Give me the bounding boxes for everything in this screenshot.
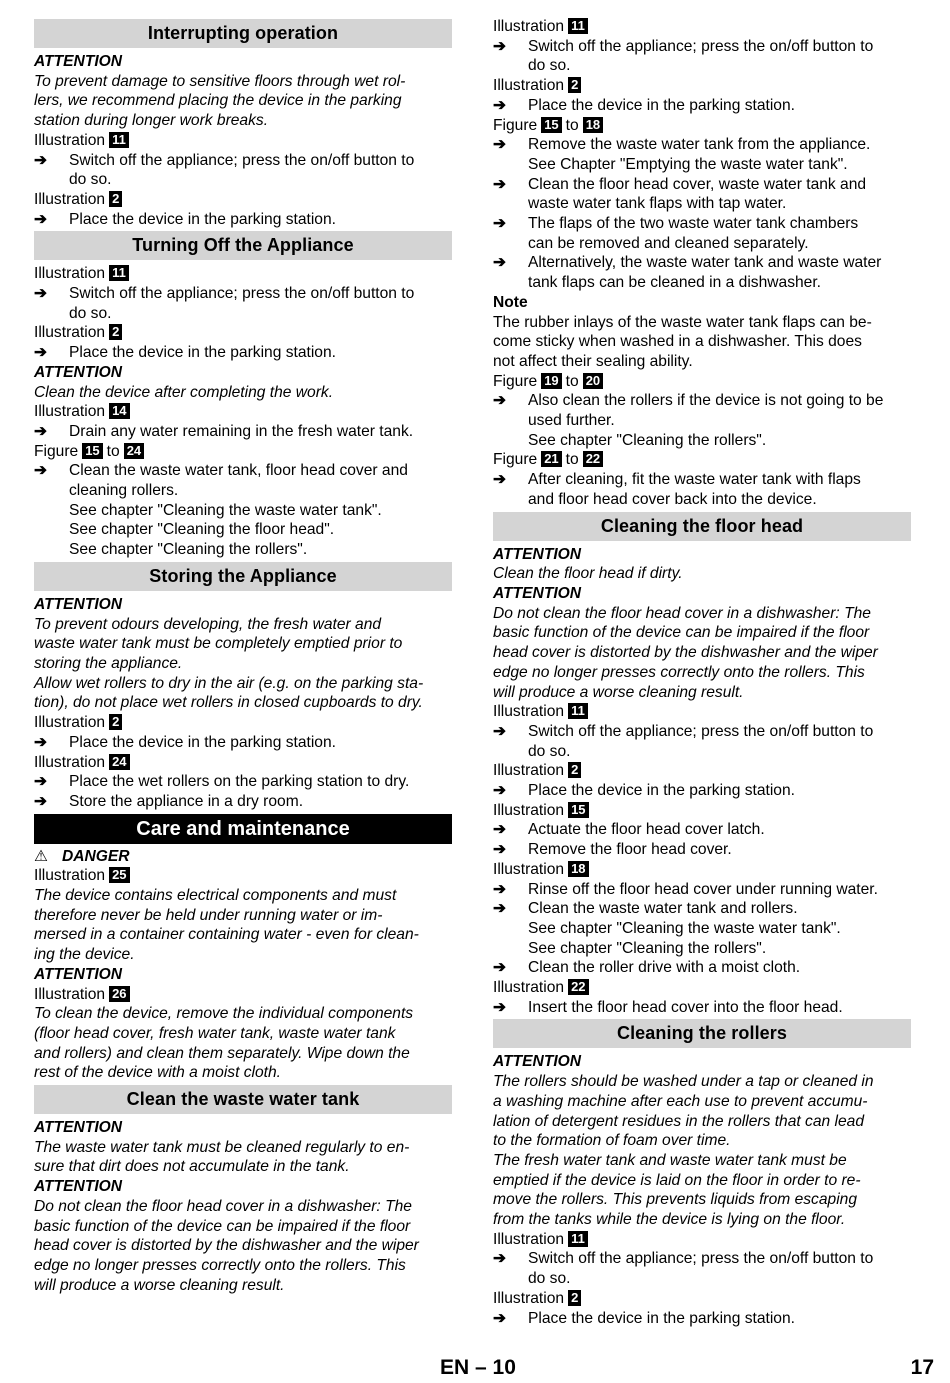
step-continuation: See chapter "Cleaning the waste water tank". — [528, 919, 841, 937]
step-text: Alternatively, the waste water tank and waste water — [528, 254, 882, 272]
reference-connector: to — [565, 372, 579, 390]
figure-number-badge: 11 — [568, 18, 588, 34]
arrow-icon: ➔ — [493, 136, 507, 154]
instruction-step — [493, 175, 911, 195]
step-text: Place the device in the parking station. — [69, 733, 336, 751]
arrow-icon: ➔ — [34, 285, 48, 303]
step-text: Switch off the appliance; press the on/off button to — [528, 722, 874, 740]
figure-number-badge: 2 — [568, 77, 581, 93]
reference-label: Illustration — [34, 985, 106, 1003]
arrow-icon: ➔ — [493, 1250, 507, 1268]
arrow-icon: ➔ — [493, 722, 507, 740]
step-text: Switch off the appliance; press the on/off button to — [528, 37, 874, 55]
figure-reference — [493, 860, 911, 880]
italic-text-line: basic function of the device can be impaired if the floor — [493, 624, 870, 642]
section-heading: Interrupting operation — [34, 19, 452, 48]
reference-label: Illustration — [493, 703, 565, 721]
step-text: Switch off the appliance; press the on/off button to — [528, 1250, 874, 1268]
italic-text-line: sure that dirt does not accumulate in the tank. — [34, 1158, 350, 1176]
instruction-step — [34, 733, 452, 753]
figure-number-badge: 22 — [568, 979, 588, 995]
step-continuation: See Chapter "Emptying the waste water tank". — [528, 155, 848, 173]
reference-label: Figure — [493, 451, 538, 469]
reference-label: Illustration — [34, 265, 106, 283]
step-text: Place the device in the parking station. — [69, 210, 336, 228]
instruction-step — [34, 210, 452, 230]
arrow-icon: ➔ — [34, 210, 48, 228]
arrow-icon: ➔ — [34, 422, 48, 440]
italic-text-line: therefore never be held under running water or im- — [34, 906, 383, 924]
italic-text-line: The waste water tank must be cleaned regularly to en- — [34, 1138, 410, 1156]
italic-text-line: lation of detergent residues in the rollers that can lead — [493, 1112, 865, 1130]
italic-text-line: ing the device. — [34, 946, 135, 964]
step-text: Remove the waste water tank from the appliance. — [528, 136, 871, 154]
instruction-step — [34, 772, 452, 792]
page-number: 17 — [910, 1356, 934, 1379]
attention-label: ATTENTION — [34, 1119, 123, 1137]
step-continuation: tank flaps can be cleaned in a dishwasher. — [528, 274, 822, 292]
step-continuation: do so. — [528, 1270, 571, 1288]
figure-number-badge: 25 — [109, 867, 129, 883]
figure-reference — [493, 450, 911, 470]
attention-label: ATTENTION — [493, 584, 582, 602]
figure-number-badge: 11 — [109, 265, 129, 281]
figure-number-badge: 21 — [541, 451, 561, 467]
figure-number-badge: 11 — [568, 703, 588, 719]
italic-text-line: mersed in a container containing water - even for clean- — [34, 926, 419, 944]
italic-text-line: a washing machine after each use to prevent accumu- — [493, 1092, 868, 1110]
italic-text-line: head cover is distorted by the dishwasher and the wiper — [493, 644, 878, 662]
step-continuation: See chapter "Cleaning the waste water tank". — [69, 501, 382, 519]
reference-connector: to — [565, 451, 579, 469]
instruction-step — [34, 151, 452, 171]
italic-text-line: edge no longer presses correctly onto the rollers. This — [493, 663, 865, 681]
section-heading: Clean the waste water tank — [34, 1085, 452, 1114]
figure-reference — [493, 801, 911, 821]
instruction-step — [34, 284, 452, 304]
figure-reference — [493, 978, 911, 998]
figure-number-badge: 2 — [109, 714, 122, 730]
arrow-icon: ➔ — [34, 733, 48, 751]
italic-text-line: To prevent damage to sensitive floors through wet rol- — [34, 72, 406, 90]
arrow-icon: ➔ — [493, 175, 507, 193]
italic-text-line: To prevent odours developing, the fresh water and — [34, 615, 382, 633]
reference-connector: to — [106, 442, 120, 460]
figure-reference — [34, 442, 452, 462]
arrow-icon: ➔ — [493, 96, 507, 114]
arrow-icon: ➔ — [34, 773, 48, 791]
figure-number-badge: 22 — [583, 451, 603, 467]
figure-reference — [493, 116, 911, 136]
arrow-icon: ➔ — [493, 392, 507, 410]
italic-text-line: tion), do not place wet rollers in closed cupboards to dry. — [34, 694, 423, 712]
arrow-icon: ➔ — [34, 151, 48, 169]
step-continuation: See chapter "Cleaning the rollers". — [528, 431, 767, 449]
section-heading: Storing the Appliance — [34, 562, 452, 591]
figure-reference — [493, 702, 911, 722]
step-continuation: do so. — [69, 304, 112, 322]
figure-number-badge: 14 — [109, 403, 129, 419]
reference-label: Illustration — [493, 801, 565, 819]
instruction-step — [493, 253, 911, 273]
italic-text-line: head cover is distorted by the dishwasher and the wiper — [34, 1237, 419, 1255]
figure-number-badge: 11 — [109, 132, 129, 148]
step-text: Store the appliance in a dry room. — [69, 792, 304, 810]
attention-label: ATTENTION — [34, 595, 123, 613]
figure-number-badge: 18 — [583, 117, 603, 133]
italic-text-line: edge no longer presses correctly onto the rollers. This — [34, 1256, 406, 1274]
italic-text-line: lers, we recommend placing the device in the parking — [34, 92, 402, 110]
step-text: Drain any water remaining in the fresh water tank. — [69, 422, 414, 440]
figure-reference — [493, 372, 911, 392]
italic-text-line: Clean the floor head if dirty. — [493, 565, 683, 583]
step-continuation: See chapter "Cleaning the rollers". — [69, 541, 308, 559]
arrow-icon: ➔ — [493, 782, 507, 800]
step-text: Place the wet rollers on the parking station to dry. — [69, 773, 410, 791]
section-heading: Turning Off the Appliance — [34, 231, 452, 260]
arrow-icon: ➔ — [34, 344, 48, 362]
note-label: Note — [493, 293, 528, 311]
figure-number-badge: 19 — [541, 373, 561, 389]
reference-label: Illustration — [493, 77, 565, 95]
step-text: Place the device in the parking station. — [528, 782, 795, 800]
figure-reference — [493, 17, 911, 37]
figure-number-badge: 18 — [568, 861, 588, 877]
figure-number-badge: 24 — [124, 443, 144, 459]
figure-reference — [493, 76, 911, 96]
italic-text-line: emptied if the device is laid on the floor in order to re- — [493, 1171, 861, 1189]
figure-reference — [34, 131, 452, 151]
italic-text-line: basic function of the device can be impaired if the floor — [34, 1217, 411, 1235]
italic-text-line: (floor head cover, fresh water tank, waste water tank — [34, 1024, 396, 1042]
figure-number-badge: 15 — [541, 117, 561, 133]
instruction-step — [493, 135, 911, 155]
figure-reference — [493, 1289, 911, 1309]
step-continuation: do so. — [528, 57, 571, 75]
attention-label: ATTENTION — [34, 53, 123, 70]
figure-number-badge: 2 — [568, 762, 581, 778]
step-text: After cleaning, fit the waste water tank with flaps — [528, 471, 861, 489]
warning-triangle-icon: ⚠ — [34, 847, 48, 865]
italic-text-line: from the tanks while the device is lying on the floor. — [493, 1211, 846, 1229]
instruction-step — [493, 37, 911, 57]
reference-label: Figure — [493, 372, 538, 390]
italic-text-line: waste water tank must be completely emptied prior to — [34, 635, 403, 653]
instruction-step — [34, 343, 452, 363]
instruction-step — [493, 958, 911, 978]
figure-reference — [34, 402, 452, 422]
instruction-step — [493, 840, 911, 860]
step-text: Clean the waste water tank, floor head cover and — [69, 462, 408, 480]
arrow-icon: ➔ — [34, 792, 48, 810]
instruction-step — [493, 214, 911, 234]
step-text: Remove the floor head cover. — [528, 841, 732, 859]
section-heading: Cleaning the rollers — [493, 1019, 911, 1048]
reference-label: Illustration — [493, 860, 565, 878]
arrow-icon: ➔ — [34, 462, 48, 480]
instruction-step — [493, 470, 911, 490]
instruction-step — [493, 96, 911, 116]
attention-label: ATTENTION — [493, 545, 582, 563]
step-text: Rinse off the floor head cover under running water. — [528, 880, 878, 898]
figure-reference — [34, 190, 452, 210]
step-text: Place the device in the parking station. — [69, 344, 336, 362]
step-text: Clean the waste water tank and rollers. — [528, 900, 798, 918]
step-text: Switch off the appliance; press the on/off button to — [69, 151, 415, 169]
step-text: Clean the roller drive with a moist cloth. — [528, 959, 801, 977]
instruction-step — [34, 461, 452, 481]
arrow-icon: ➔ — [493, 215, 507, 233]
figure-reference — [34, 264, 452, 284]
chapter-heading: Care and maintenance — [34, 814, 452, 844]
italic-text-line: will produce a worse cleaning result. — [34, 1276, 285, 1294]
step-text: Also clean the rollers if the device is not going to be — [528, 392, 884, 410]
attention-label: ATTENTION — [34, 363, 123, 381]
step-continuation: waste water tank flaps with tap water. — [528, 195, 787, 213]
arrow-icon: ➔ — [493, 471, 507, 489]
danger-text: DANGER — [61, 847, 130, 865]
step-continuation: and floor head cover back into the device. — [528, 490, 817, 508]
instruction-step — [493, 899, 911, 919]
figure-reference — [493, 761, 911, 781]
instruction-step — [493, 722, 911, 742]
figure-reference — [34, 323, 452, 343]
step-text: Place the device in the parking station. — [528, 1309, 795, 1327]
figure-number-badge: 15 — [82, 443, 102, 459]
arrow-icon: ➔ — [493, 900, 507, 918]
reference-label: Illustration — [34, 714, 106, 732]
attention-label: ATTENTION — [493, 1053, 582, 1071]
italic-text-line: The rollers should be washed under a tap or cleaned in — [493, 1073, 874, 1091]
figure-reference — [34, 753, 452, 773]
figure-number-badge: 2 — [109, 191, 122, 207]
reference-label: Illustration — [34, 753, 106, 771]
reference-label: Illustration — [493, 1230, 565, 1248]
step-text: Place the device in the parking station. — [528, 96, 795, 114]
reference-label: Illustration — [34, 867, 106, 885]
instruction-step — [493, 781, 911, 801]
italic-text-line: and rollers) and clean them separately. Wipe down the — [34, 1044, 410, 1062]
step-text: Clean the floor head cover, waste water tank and — [528, 175, 867, 193]
italic-text-line: move the rollers. This prevents liquids from escaping — [493, 1191, 858, 1209]
instruction-step — [493, 1249, 911, 1269]
section-heading: Cleaning the floor head — [493, 512, 911, 541]
figure-number-badge: 20 — [583, 373, 603, 389]
italic-text-line: storing the appliance. — [34, 654, 183, 672]
figure-number-badge: 2 — [568, 1290, 581, 1306]
figure-reference — [34, 985, 452, 1005]
italic-text-line: Clean the device after completing the work. — [34, 383, 334, 401]
arrow-icon: ➔ — [493, 959, 507, 977]
step-continuation: See chapter "Cleaning the rollers". — [528, 939, 767, 957]
instruction-step — [493, 820, 911, 840]
arrow-icon: ➔ — [493, 821, 507, 839]
attention-label: ATTENTION — [34, 965, 123, 983]
italic-text-line: rest of the device with a moist cloth. — [34, 1064, 282, 1082]
figure-number-badge: 11 — [568, 1231, 588, 1247]
arrow-icon: ➔ — [493, 880, 507, 898]
reference-label: Illustration — [34, 403, 106, 421]
figure-number-badge: 24 — [109, 754, 129, 770]
step-continuation: cleaning rollers. — [69, 482, 179, 500]
italic-text-line: will produce a worse cleaning result. — [493, 683, 744, 701]
figure-number-badge: 26 — [109, 986, 129, 1002]
italic-text-line: The fresh water tank and waste water tank must be — [493, 1151, 847, 1169]
danger-label — [34, 847, 452, 867]
text-line: come sticky when washed in a dishwasher. This does — [493, 333, 862, 351]
instruction-step — [493, 880, 911, 900]
reference-label: Illustration — [493, 1289, 565, 1307]
instruction-step — [493, 1309, 911, 1329]
figure-reference — [493, 1230, 911, 1250]
italic-text-line: To clean the device, remove the individual components — [34, 1005, 414, 1023]
reference-label: Figure — [34, 442, 79, 460]
instruction-step — [493, 391, 911, 411]
text-line: The rubber inlays of the waste water tank flaps can be- — [493, 313, 872, 331]
step-continuation: do so. — [69, 171, 112, 189]
page-label: EN – 10 — [440, 1356, 516, 1379]
arrow-icon: ➔ — [493, 254, 507, 272]
arrow-icon: ➔ — [493, 841, 507, 859]
reference-label: Illustration — [34, 324, 106, 342]
figure-reference — [34, 713, 452, 733]
reference-label: Illustration — [34, 190, 106, 208]
step-text: Switch off the appliance; press the on/off button to — [69, 285, 415, 303]
instruction-step — [34, 792, 452, 812]
left-column — [34, 17, 452, 1295]
reference-label: Illustration — [493, 18, 565, 35]
reference-label: Illustration — [493, 762, 565, 780]
step-continuation: do so. — [528, 742, 571, 760]
step-text: Actuate the floor head cover latch. — [528, 821, 765, 839]
figure-number-badge: 15 — [568, 802, 588, 818]
arrow-icon: ➔ — [493, 1309, 507, 1327]
arrow-icon: ➔ — [493, 998, 507, 1016]
reference-label: Illustration — [493, 979, 565, 997]
reference-label: Figure — [493, 116, 538, 134]
arrow-icon: ➔ — [493, 37, 507, 55]
step-continuation: can be removed and cleaned separately. — [528, 234, 809, 252]
text-line: not affect their sealing ability. — [493, 352, 693, 370]
italic-text-line: Do not clean the floor head cover in a dishwasher: The — [493, 604, 871, 622]
reference-label: Illustration — [34, 131, 106, 149]
right-column — [493, 17, 911, 1328]
figure-number-badge: 2 — [109, 324, 122, 340]
step-continuation: used further. — [528, 412, 615, 430]
reference-connector: to — [565, 116, 579, 134]
italic-text-line: Do not clean the floor head cover in a dishwasher: The — [34, 1197, 412, 1215]
instruction-step — [34, 422, 452, 442]
instruction-step — [493, 998, 911, 1018]
italic-text-line: station during longer work breaks. — [34, 112, 269, 130]
italic-text-line: Allow wet rollers to dry in the air (e.g. on the parking sta- — [34, 674, 424, 692]
step-text: The flaps of the two waste water tank chambers — [528, 215, 859, 233]
figure-reference — [34, 866, 452, 886]
attention-label: ATTENTION — [34, 1178, 123, 1196]
italic-text-line: The device contains electrical components and must — [34, 887, 397, 905]
step-text: Insert the floor head cover into the floor head. — [528, 998, 843, 1016]
step-continuation: See chapter "Cleaning the floor head". — [69, 521, 335, 539]
italic-text-line: to the formation of foam over time. — [493, 1132, 731, 1150]
